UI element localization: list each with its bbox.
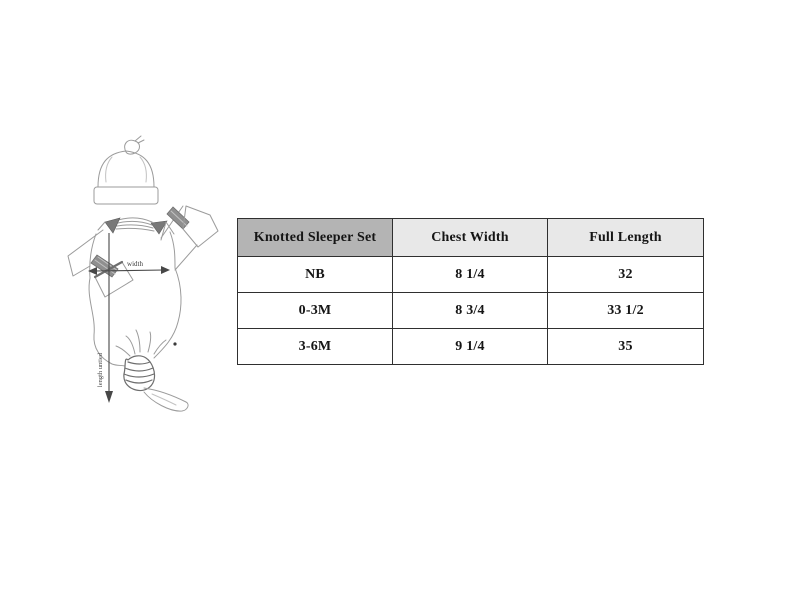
- sleeper-diagram-svg: [40, 130, 260, 430]
- knotted-hat-drawing: [94, 136, 158, 204]
- left-sleeve-drawing: [68, 230, 133, 297]
- right-sleeve-drawing: [161, 206, 218, 270]
- size-chart-header-full-length: Full Length: [548, 219, 704, 257]
- size-chart-row-3-6m: [238, 329, 704, 365]
- knotted-gown-drawing: [68, 206, 218, 411]
- size-chart-header-product: Knotted Sleeper Set: [238, 219, 393, 257]
- chest-width-cell: 8 1/4: [393, 257, 548, 293]
- bottom-knot-drawing: [116, 330, 188, 411]
- width-label: width: [127, 260, 143, 268]
- size-cell: NB: [238, 257, 393, 293]
- size-chart-header-row: [238, 219, 704, 257]
- full-length-cell: 35: [548, 329, 704, 365]
- chest-width-cell: 9 1/4: [393, 329, 548, 365]
- full-length-cell: 32: [548, 257, 704, 293]
- sleeper-illustration: [40, 130, 260, 430]
- right-mitten-flap: [183, 206, 218, 247]
- size-cell: 3-6M: [238, 329, 393, 365]
- size-chart-header-chest-width: Chest Width: [393, 219, 548, 257]
- size-chart-row-0-3m: [238, 293, 704, 329]
- size-cell: 0-3M: [238, 293, 393, 329]
- size-chart-table: [237, 218, 704, 365]
- full-length-cell: 33 1/2: [548, 293, 704, 329]
- chest-width-cell: 8 3/4: [393, 293, 548, 329]
- size-chart-row-nb: [238, 257, 704, 293]
- length-label: length untied: [97, 352, 104, 388]
- hem-dot: [173, 342, 176, 345]
